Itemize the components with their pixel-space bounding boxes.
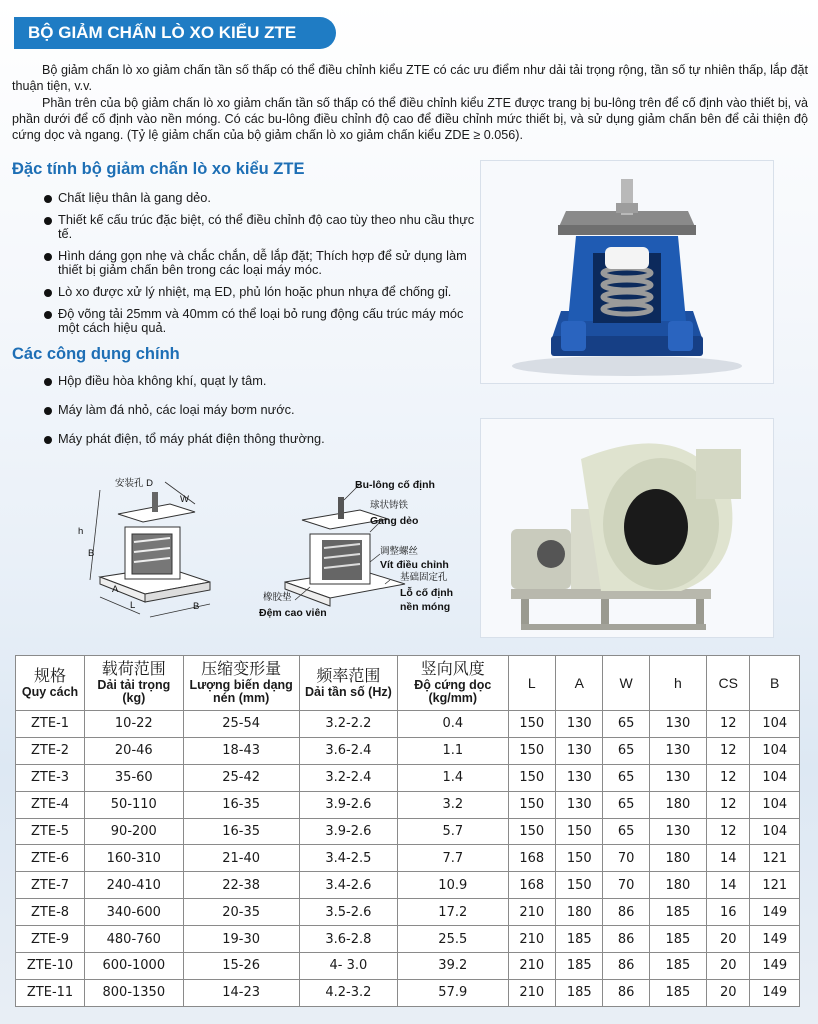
- table-cell: 210: [508, 926, 555, 953]
- table-cell: ZTE-1: [16, 711, 85, 738]
- table-cell: 800-1350: [85, 979, 183, 1006]
- table-cell: 14: [707, 845, 750, 872]
- table-cell: 149: [750, 926, 800, 953]
- column-header-vn: Dải tải trọng (kg): [97, 678, 171, 705]
- table-cell: 121: [750, 845, 800, 872]
- table-cell: 70: [603, 845, 649, 872]
- table-cell: 150: [508, 764, 555, 791]
- table-cell: 12: [707, 818, 750, 845]
- column-header: [707, 656, 750, 711]
- table-cell: 10.9: [398, 872, 509, 899]
- table-cell: 104: [750, 818, 800, 845]
- table-cell: 15-26: [183, 953, 299, 980]
- feature-item: Thiết kế cấu trúc đặc biệt, có thể điều chỉnh độ cao tùy theo nhu cầu thực tế.: [44, 213, 479, 241]
- table-cell: 150: [556, 845, 603, 872]
- column-header: [649, 656, 706, 711]
- column-header-cn: 频率范围: [316, 667, 381, 685]
- table-cell: 20-46: [85, 737, 183, 764]
- column-header: [299, 656, 397, 711]
- feature-item: Hình dáng gọn nhẹ và chắc chắn, dễ lắp đặt; Thích hợp để sử dụng làm thiết bị giảm chấn bên trong các loại máy móc.: [44, 249, 479, 277]
- table-cell: 180: [556, 899, 603, 926]
- table-cell: 65: [603, 764, 649, 791]
- table-cell: 65: [603, 818, 649, 845]
- w-label: W: [180, 494, 189, 505]
- table-cell: 5.7: [398, 818, 509, 845]
- table-cell: 130: [556, 737, 603, 764]
- table-cell: 65: [603, 711, 649, 738]
- table-cell: 14: [707, 872, 750, 899]
- column-header-vn: Lượng biến dạng nén (mm): [189, 678, 293, 705]
- table-cell: 130: [556, 764, 603, 791]
- table-cell: 20: [707, 926, 750, 953]
- column-header-label: A: [574, 675, 584, 691]
- column-header-vn: Dải tần số (Hz): [304, 684, 392, 699]
- table-cell: 18-43: [183, 737, 299, 764]
- adjust-screw-label: Vít điều chỉnh: [380, 559, 449, 571]
- table-cell: 1.4: [398, 764, 509, 791]
- table-cell: 3.2-2.2: [299, 711, 397, 738]
- table-cell: 130: [556, 711, 603, 738]
- table-cell: 130: [649, 711, 706, 738]
- table-row: [16, 737, 800, 764]
- uses-list: [44, 374, 479, 461]
- table-cell: 3.9-2.6: [299, 791, 397, 818]
- table-cell: 210: [508, 899, 555, 926]
- table-cell: ZTE-5: [16, 818, 85, 845]
- ductile-iron-cn-label: 球状铸铁: [370, 500, 409, 511]
- table-cell: 180: [649, 872, 706, 899]
- table-cell: 3.4-2.6: [299, 872, 397, 899]
- table-cell: 65: [603, 791, 649, 818]
- table-cell: 3.6-2.8: [299, 926, 397, 953]
- spec-table: [15, 655, 800, 1007]
- column-header: [398, 656, 509, 711]
- table-cell: 16-35: [183, 791, 299, 818]
- table-cell: 185: [556, 953, 603, 980]
- l-label: L: [130, 600, 136, 611]
- table-cell: 22-38: [183, 872, 299, 899]
- intro-paragraph-2: Phần trên của bộ giảm chấn lò xo giảm chấn tần số thấp có thể điều chỉnh kiểu ZTE được trang bị bu-lông trên để cố định vào thiết bị, và phần dưới để cố định vào nền móng. Có các bu-lông điều chỉnh độ cao để điều chỉnh mức thiết bị, và sử dụng giảm chấn bên để cải thiện độ cứng dọc và ngang. (Tỷ lệ giảm chấn của bộ giảm chấn lò xo giảm chấn kiểu ZDE ≥ 0.056).: [12, 95, 808, 143]
- table-cell: 20: [707, 953, 750, 980]
- dimension-diagram: [70, 472, 470, 632]
- table-cell: 1.1: [398, 737, 509, 764]
- table-cell: 168: [508, 872, 555, 899]
- table-cell: 3.6-2.4: [299, 737, 397, 764]
- feature-item: Độ võng tải 25mm và 40mm có thể loại bỏ rung động cấu trúc máy móc một cách hiệu quả.: [44, 307, 479, 335]
- table-header-row: [16, 656, 800, 711]
- rubber-pad-label: Đệm cao viên: [259, 607, 327, 619]
- features-list: [44, 191, 479, 343]
- table-row: [16, 711, 800, 738]
- table-cell: ZTE-8: [16, 899, 85, 926]
- table-cell: 185: [649, 926, 706, 953]
- column-header-cn: 压缩变形量: [201, 661, 282, 678]
- column-header: [603, 656, 649, 711]
- table-cell: 35-60: [85, 764, 183, 791]
- h-label: h: [78, 526, 84, 537]
- table-cell: 104: [750, 791, 800, 818]
- table-cell: 121: [750, 872, 800, 899]
- features-heading: Đặc tính bộ giảm chấn lò xo kiểu ZTE: [12, 160, 305, 178]
- table-cell: ZTE-11: [16, 979, 85, 1006]
- table-cell: ZTE-4: [16, 791, 85, 818]
- column-header-label: W: [619, 675, 633, 691]
- table-cell: ZTE-9: [16, 926, 85, 953]
- intro-paragraph-1: Bộ giảm chấn lò xo giảm chấn tần số thấp có thể điều chỉnh kiểu ZTE có các ưu điểm như dải tải trọng rộng, tần số tự nhiên thấp, lắp đặt thuận tiện, v.v.: [12, 63, 808, 94]
- table-cell: 104: [750, 711, 800, 738]
- table-cell: 3.2-2.4: [299, 764, 397, 791]
- damper-photo: [480, 160, 774, 384]
- table-cell: 7.7: [398, 845, 509, 872]
- table-cell: 17.2: [398, 899, 509, 926]
- column-header-label: CS: [718, 675, 738, 691]
- table-cell: 340-600: [85, 899, 183, 926]
- table-row: [16, 899, 800, 926]
- column-header: [16, 656, 85, 711]
- table-row: [16, 979, 800, 1006]
- table-cell: 149: [750, 953, 800, 980]
- b2-label: B: [193, 601, 200, 612]
- table-cell: 3.9-2.6: [299, 818, 397, 845]
- table-cell: ZTE-2: [16, 737, 85, 764]
- table-cell: 185: [649, 979, 706, 1006]
- table-cell: 180: [649, 791, 706, 818]
- table-cell: 4.2-3.2: [299, 979, 397, 1006]
- use-item: Máy phát điện, tổ máy phát điện thông thường.: [44, 432, 479, 446]
- table-row: [16, 872, 800, 899]
- column-header-vn: Quy cách: [21, 684, 79, 699]
- table-cell: ZTE-7: [16, 872, 85, 899]
- column-header-label: L: [527, 675, 536, 691]
- table-cell: 210: [508, 979, 555, 1006]
- table-cell: 3.5-2.6: [299, 899, 397, 926]
- table-cell: 86: [603, 899, 649, 926]
- left-damper-drawing: [90, 482, 210, 617]
- table-cell: 57.9: [398, 979, 509, 1006]
- table-cell: 185: [649, 899, 706, 926]
- table-cell: 4- 3.0: [299, 953, 397, 980]
- table-cell: 3.4-2.5: [299, 845, 397, 872]
- table-cell: 185: [556, 926, 603, 953]
- intro-text: [12, 62, 808, 143]
- table-cell: 12: [707, 791, 750, 818]
- table-cell: 50-110: [85, 791, 183, 818]
- table-cell: 480-760: [85, 926, 183, 953]
- column-header-label: h: [674, 675, 682, 691]
- table-cell: 240-410: [85, 872, 183, 899]
- table-cell: 600-1000: [85, 953, 183, 980]
- fixing-bolt-label: Bu-lông cố định: [355, 479, 435, 491]
- table-cell: 130: [556, 791, 603, 818]
- foundation-hole-cn-label: 基础固定孔: [400, 572, 448, 583]
- use-item: Máy làm đá nhỏ, các loại máy bơm nước.: [44, 403, 479, 417]
- table-cell: 180: [649, 845, 706, 872]
- uses-heading: Các công dụng chính: [12, 345, 180, 363]
- table-cell: ZTE-6: [16, 845, 85, 872]
- table-cell: 149: [750, 979, 800, 1006]
- table-row: [16, 926, 800, 953]
- foundation-hole-label-1: Lỗ cố định: [400, 587, 454, 599]
- mount-hole-label: 安装孔 D: [115, 478, 154, 489]
- table-cell: 86: [603, 953, 649, 980]
- table-cell: ZTE-3: [16, 764, 85, 791]
- table-cell: 10-22: [85, 711, 183, 738]
- table-cell: 0.4: [398, 711, 509, 738]
- table-cell: 130: [649, 737, 706, 764]
- table-cell: 185: [556, 979, 603, 1006]
- table-cell: 25-54: [183, 711, 299, 738]
- b-label: B: [88, 548, 95, 559]
- table-cell: 130: [649, 764, 706, 791]
- table-cell: 150: [508, 791, 555, 818]
- page-title: BỘ GIẢM CHẤN LÒ XO KIỂU ZTE: [14, 17, 336, 49]
- table-cell: 104: [750, 764, 800, 791]
- table-cell: 90-200: [85, 818, 183, 845]
- table-cell: 86: [603, 979, 649, 1006]
- ductile-iron-label: Gang dẻo: [370, 515, 419, 527]
- column-header-cn: 竖向风度: [420, 661, 485, 678]
- table-row: [16, 818, 800, 845]
- fan-photo: [480, 418, 774, 638]
- a-label: A: [112, 584, 119, 595]
- table-cell: 86: [603, 926, 649, 953]
- column-header: [508, 656, 555, 711]
- table-cell: 65: [603, 737, 649, 764]
- table-row: [16, 953, 800, 980]
- table-cell: 21-40: [183, 845, 299, 872]
- table-cell: ZTE-10: [16, 953, 85, 980]
- rubber-pad-cn-label: 橡胶垫: [263, 592, 292, 603]
- foundation-hole-label-2: nền móng: [400, 601, 451, 613]
- table-cell: 19-30: [183, 926, 299, 953]
- column-header-vn: Độ cứng dọc (kg/mm): [414, 678, 492, 705]
- table-cell: 12: [707, 737, 750, 764]
- use-item: Hộp điều hòa không khí, quạt ly tâm.: [44, 374, 479, 388]
- feature-item: Lò xo được xử lý nhiệt, mạ ED, phủ lón hoặc phun nhựa để chống gỉ.: [44, 285, 479, 299]
- table-cell: 104: [750, 737, 800, 764]
- table-cell: 150: [508, 737, 555, 764]
- table-cell: 150: [556, 818, 603, 845]
- column-header: [85, 656, 183, 711]
- table-cell: 185: [649, 953, 706, 980]
- feature-item: Chất liệu thân là gang dẻo.: [44, 191, 479, 205]
- table-cell: 149: [750, 899, 800, 926]
- table-cell: 150: [508, 818, 555, 845]
- table-cell: 25.5: [398, 926, 509, 953]
- column-header-cn: 规格: [34, 667, 67, 685]
- table-cell: 12: [707, 764, 750, 791]
- table-cell: 150: [556, 872, 603, 899]
- table-row: [16, 845, 800, 872]
- table-cell: 14-23: [183, 979, 299, 1006]
- column-header-cn: 载荷范围: [101, 661, 166, 678]
- table-cell: 16-35: [183, 818, 299, 845]
- table-cell: 20: [707, 979, 750, 1006]
- table-cell: 210: [508, 953, 555, 980]
- table-row: [16, 791, 800, 818]
- table-cell: 70: [603, 872, 649, 899]
- table-cell: 16: [707, 899, 750, 926]
- table-cell: 12: [707, 711, 750, 738]
- column-header: [750, 656, 800, 711]
- table-cell: 25-42: [183, 764, 299, 791]
- table-cell: 130: [649, 818, 706, 845]
- table-cell: 20-35: [183, 899, 299, 926]
- table-cell: 160-310: [85, 845, 183, 872]
- table-row: [16, 764, 800, 791]
- table-cell: 3.2: [398, 791, 509, 818]
- table-cell: 168: [508, 845, 555, 872]
- table-cell: 39.2: [398, 953, 509, 980]
- column-header: [183, 656, 299, 711]
- table-cell: 150: [508, 711, 555, 738]
- adjust-screw-cn-label: 调整螺丝: [380, 546, 419, 557]
- column-header: [556, 656, 603, 711]
- column-header-label: B: [770, 675, 780, 691]
